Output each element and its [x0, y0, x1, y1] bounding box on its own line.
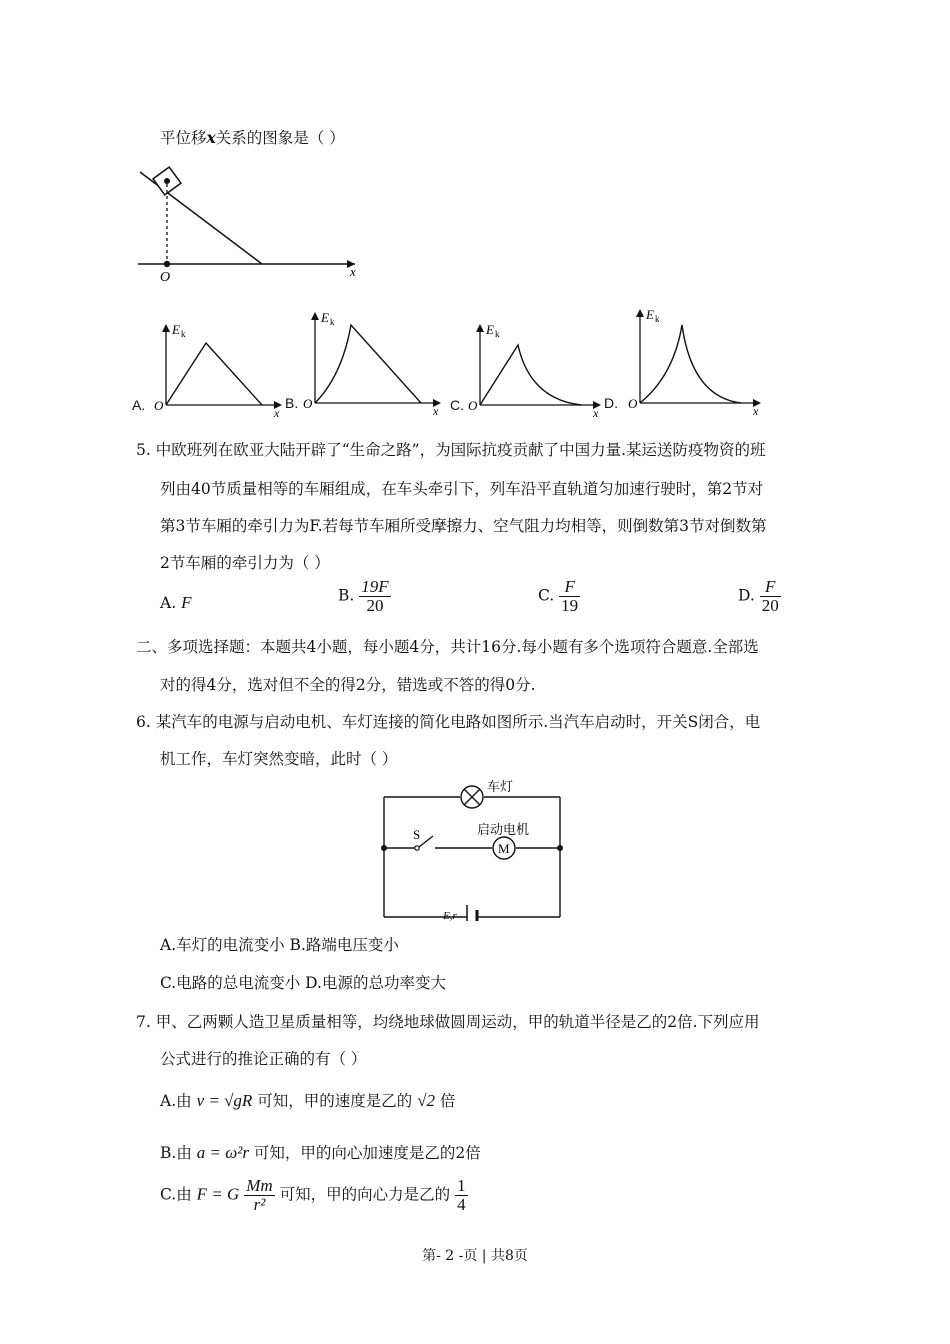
- y-axis-label-sub: k: [495, 329, 500, 339]
- graph-option-c: [452, 312, 602, 422]
- q7-option-c-pre: C.由: [160, 1185, 192, 1204]
- graph-option-label-c: C.: [450, 397, 464, 413]
- q7-option-c-result-num: 1: [457, 1176, 466, 1195]
- section2-line-1: 二、多项选择题：本题共4小题，每小题4分，共计16分.每小题有多个选项符合题意.全部选: [136, 638, 759, 656]
- graph-option-label-d: D.: [604, 395, 618, 411]
- q7-option-c-result-den: 4: [457, 1194, 466, 1214]
- lamp-icon: [461, 786, 483, 808]
- q6-options-ab: A.车灯的电流变小 B.路端电压变小: [160, 936, 399, 954]
- q7-option-c-result-fraction: [455, 1177, 468, 1214]
- q5-option-b-fraction: [359, 578, 390, 615]
- diagram-axis-label: x: [350, 264, 356, 279]
- q7-line-2: 公式进行的推论正确的有（ ）: [160, 1050, 367, 1068]
- q5-option-a: [160, 593, 191, 613]
- q7-option-a-post: 可知，甲的速度是乙的: [257, 1092, 413, 1110]
- motor-label: 启动电机: [477, 823, 530, 838]
- origin-label: O: [628, 396, 638, 411]
- y-axis-arrow: [636, 309, 644, 317]
- q5-option-b-num: 19F: [361, 577, 389, 596]
- y-axis-label: E: [646, 307, 654, 322]
- x-axis-label: x: [433, 404, 439, 418]
- q4-stem-text: 平位移: [160, 129, 207, 147]
- q5-option-b-label: B.: [338, 586, 355, 605]
- q7-option-c-formula-fraction: [244, 1177, 274, 1214]
- y-axis-label-sub: k: [181, 329, 186, 339]
- q6-line-2: 机工作，车灯突然变暗，此时（ ）: [160, 750, 398, 768]
- q5-option-c-label: C.: [538, 586, 555, 605]
- graph-option-b: [287, 305, 447, 422]
- incline-diagram: [130, 160, 370, 285]
- q7-option-a-value: √2: [417, 1091, 436, 1110]
- q5-option-d-fraction: [760, 578, 781, 615]
- q7-option-a-pre: A.由: [160, 1092, 192, 1110]
- graph-option-a: [134, 312, 284, 422]
- circuit-diagram: [375, 776, 575, 921]
- lamp-label: 车灯: [487, 780, 514, 795]
- q7-option-b-post: 可知，甲的向心加速度是乙的2倍: [253, 1144, 481, 1162]
- ek-curve: [480, 345, 581, 405]
- y-axis-arrow: [476, 324, 484, 332]
- q5-option-d: [738, 578, 781, 615]
- switch-label: S: [413, 827, 421, 842]
- q7-option-c-formula-left: F = G: [196, 1184, 240, 1204]
- q7-option-b: [160, 1141, 481, 1163]
- q4-stem-rest: 关系的图象是（ ）: [215, 129, 345, 147]
- q5-option-b-den: 20: [359, 596, 390, 615]
- motor-symbol: M: [498, 841, 510, 856]
- q7-option-a: [160, 1089, 455, 1111]
- q5-line-1: 5. 中欧班列在欧亚大陆开辟了“生命之路”，为国际抗疫贡献了中国力量.某运送防疫物资的班: [136, 441, 766, 459]
- q5-option-c-den: 19: [561, 595, 579, 615]
- graph-option-label-a: A.: [132, 397, 146, 413]
- q5-option-b: [338, 578, 391, 615]
- q5-option-d-label: D.: [738, 586, 755, 605]
- graph-option-d: [606, 305, 766, 422]
- q7-option-b-formula: a = ω²r: [196, 1143, 249, 1162]
- q7-option-a-formula: v = √gR: [196, 1091, 253, 1110]
- y-axis-label-sub: k: [655, 314, 660, 324]
- battery-icon: [467, 905, 477, 921]
- q5-option-d-num: F: [765, 577, 776, 596]
- y-axis-label: E: [172, 322, 180, 337]
- page-footer: 第- 2 -页 | 共8页: [422, 1248, 528, 1264]
- q4-stem: [160, 126, 345, 148]
- y-axis-arrow: [162, 324, 170, 332]
- q5-line-4: 2节车厢的牵引力为（ ）: [160, 554, 330, 572]
- q7-option-c-num: Mm: [246, 1176, 273, 1195]
- graph-option-label-b: B.: [285, 395, 299, 411]
- origin-label: O: [303, 396, 313, 411]
- ek-curve: [315, 325, 421, 403]
- origin-label: O: [154, 398, 164, 413]
- ek-curve: [166, 343, 262, 405]
- y-axis-label: E: [321, 310, 329, 325]
- q7-option-c: [160, 1177, 468, 1214]
- x-axis-label: x: [753, 404, 759, 418]
- source-label: E,r: [443, 910, 457, 921]
- q5-option-d-den: 20: [761, 595, 779, 615]
- y-axis-arrow: [311, 312, 319, 320]
- motor-icon: [493, 837, 515, 859]
- diagram-origin-label: O: [160, 270, 171, 285]
- x-axis-label: x: [274, 406, 280, 420]
- q4-stem-var: x: [206, 128, 216, 147]
- q7-option-c-post: 可知，甲的向心力是乙的: [279, 1185, 451, 1204]
- y-axis-label-sub: k: [330, 317, 335, 327]
- q6-options-cd: C.电路的总电流变小 D.电源的总功率变大: [160, 974, 446, 992]
- q5-option-c-num: F: [564, 577, 575, 596]
- ek-curve: [640, 325, 741, 403]
- origin-label: O: [468, 398, 478, 413]
- q5-line-3: 第3节车厢的牵引力为F.若每节车厢所受摩擦力、空气阻力均相等，则倒数第3节对倒数第: [160, 517, 767, 535]
- q5-option-c: [538, 578, 580, 615]
- y-axis-label: E: [486, 322, 494, 337]
- q5-option-c-fraction: [559, 578, 580, 615]
- x-axis-label: x: [593, 406, 599, 420]
- q7-option-a-end: 倍: [439, 1092, 456, 1110]
- section2-line-2: 对的得4分，选对但不全的得2分，错选或不答的得0分.: [160, 676, 536, 694]
- q6-line-1: 6. 某汽车的电源与启动电机、车灯连接的简化电路如图所示.当汽车启动时，开关S闭合，电: [136, 713, 761, 731]
- q5-option-a-label: A.: [160, 594, 177, 612]
- q5-line-2: 列由40节质量相等的车厢组成，在车头牵引下，列车沿平直轨道匀加速行驶时，第2节对: [160, 480, 764, 498]
- q7-line-1: 7. 甲、乙两颗人造卫星质量相等，均绕地球做圆周运动，甲的轨道半径是乙的2倍.下列应用: [136, 1013, 760, 1031]
- q7-option-c-den: r²: [244, 1195, 274, 1214]
- q5-option-a-value: F: [181, 593, 192, 612]
- q7-option-b-pre: B.由: [160, 1144, 192, 1162]
